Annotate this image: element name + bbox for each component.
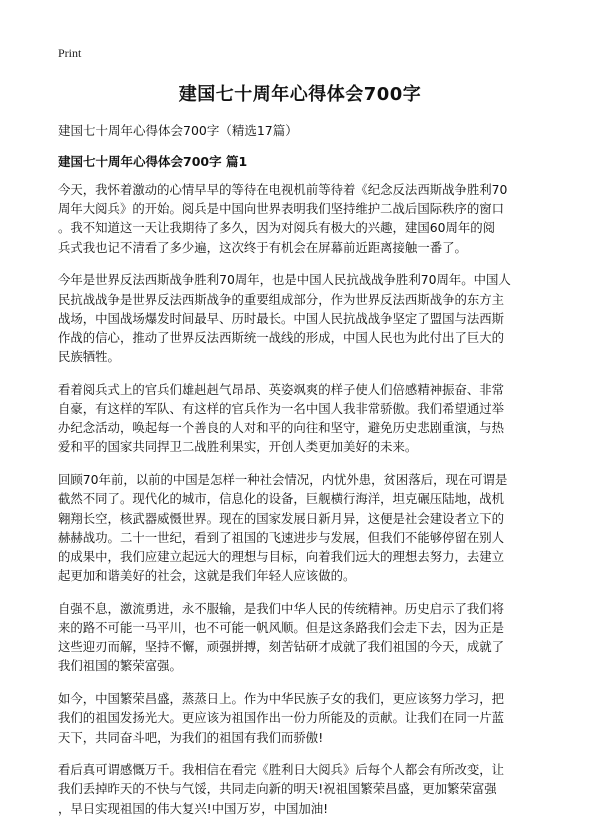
paragraph: 今年是世界反法西斯战争胜利70周年，也是中国人民抗战战争胜利70周年。中国人 民抗战战争是世界反法西斯战争的重要组成部分，作为世界反法西斯战争的东方主 战场，中国战场爆发时间最早、历时最长。中国人民抗战战争坚定了盟国与法西斯 作战的信心，推动了世界反法西斯统一战线的形成，中国人民也为此付出了巨大的 民族牺牲。	[58, 272, 511, 365]
document-title: 建国七十周年心得体会700字	[178, 84, 422, 105]
paragraph: 今天，我怀着激动的心情早早的等待在电视机前等待着《纪念反法西斯战争胜利70 周年大阅兵》的开始。阅兵是中国向世界表明我们坚持维护二战后国际秩序的窗口 。我不知道这一天让我期待了多久，因为对阅兵有极大的兴趣，建国60周年的阅 兵式我也记不清看了多少遍，这次终于有机会在屏幕前近距离接触一番了。	[58, 182, 508, 255]
paragraph: 如今，中国繁荣昌盛，蒸蒸日上。作为中华民族子女的我们，更应该努力学习，把 我们的祖国发扬光大。更应该为祖国作出一份力所能及的贡献。让我们在同一片蓝 天下，共同奋斗吧，为我们的祖国有我们而骄傲!	[58, 691, 505, 745]
paragraph: 回顾70年前，以前的中国是怎样一种社会情况，内忧外患，贫困落后，现在可谓是 截然不同了。现代化的城市，信息化的设备，巨舰横行海洋，坦克碾压陆地，战机 翱翔长空，核武器威慑世界。现在的国家发展日新月异，这便是社会建设者立下的 赫赫战功。二十一世纪，看到了祖国的飞速进步与发展，但我们不能够停留在别人 的成果中，我们应建立起远大的理想与目标，向着我们远大的理想去努力，去建立 起更加和谐美好的社会，这就是我们年轻人应该做的。	[58, 472, 508, 584]
document-subtitle: 建国七十周年心得体会700字（精选17篇）	[58, 123, 298, 138]
print-label: Print	[58, 46, 82, 60]
paragraph: 看着阅兵式上的官兵们雄赳赳气昂昂、英姿飒爽的样子使人们倍感精神振奋、非常 自豪，有这样的军队、有这样的官兵作为一名中国人我非常骄傲。我们希望通过举 办纪念活动，唤起每一个善良的人对和平的向往和坚守，避免历史悲剧重演，与热 爱和平的国家共同捍卫二战胜利果实，开创人类更加美好的未来。	[58, 381, 505, 455]
section-heading: 建国七十周年心得体会700字 篇1	[58, 154, 248, 169]
paragraph: 看后真可谓感慨万千。我相信在看完《胜利日大阅兵》后每个人都会有所改变，让 我们丢掉昨天的不快与气馁，共同走向新的明天!祝祖国繁荣昌盛，更加繁荣富强 ，早日实现祖国的伟大复兴!中国万岁，中国加油!	[58, 762, 505, 816]
article-body	[58, 180, 546, 831]
paragraph: 自强不息，激流勇进，永不服输，是我们中华人民的传统精神。历史启示了我们将 来的路不可能一马平川，也不可能一帆风顺。但是这条路我们会走下去，因为正是 这些迎刃而解，坚持不懈，顽强拼搏，刻苦钻研才成就了我们祖国的今天，成就了 我们祖国的繁荣富强。	[58, 600, 505, 674]
